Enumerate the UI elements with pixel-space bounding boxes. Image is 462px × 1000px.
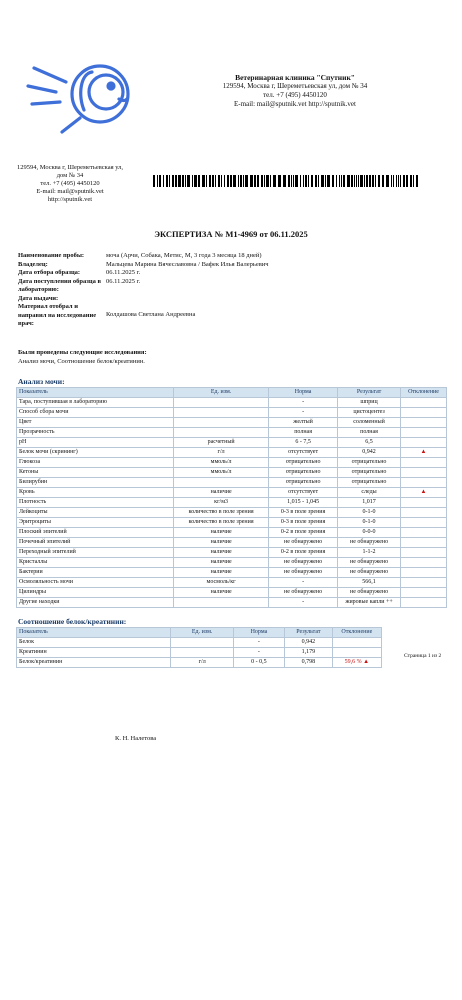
- table-cell: шприц: [338, 398, 401, 408]
- barcode-bar: [406, 175, 408, 187]
- table-row: [17, 568, 447, 578]
- table-cell: желтый: [269, 418, 338, 428]
- table-cell: Другие находки: [17, 598, 174, 608]
- table-cell: -: [233, 638, 284, 648]
- table-cell: мосмоль/кг: [174, 578, 269, 588]
- table-cell: 0-1-0: [338, 518, 401, 528]
- table-cell: не обнаружено: [338, 568, 401, 578]
- table-cell: [401, 538, 447, 548]
- table-cell: не обнаружено: [269, 588, 338, 598]
- info-row: [18, 269, 436, 278]
- contact-line: дом № 34: [56, 172, 84, 179]
- table-cell: полная: [338, 428, 401, 438]
- studies-heading: Были проведены следующие исследования:: [18, 349, 147, 356]
- section-title-urinalysis: Анализ мочи:: [18, 377, 65, 386]
- table-cell: Переходный эпителий: [17, 548, 174, 558]
- table-cell: Бактерии: [17, 568, 174, 578]
- info-value: Мальцева Марина Вячеславовна / Вафек Илья Валерьевич: [106, 260, 269, 268]
- barcode-bar: [250, 175, 253, 187]
- barcode-bar: [339, 175, 340, 187]
- table-row: [17, 428, 447, 438]
- table-cell: [401, 408, 447, 418]
- table-cell: не обнаружено: [338, 558, 401, 568]
- barcode-bar: [187, 175, 190, 187]
- info-row: [18, 295, 436, 304]
- barcode-bar: [327, 175, 330, 187]
- barcode-bar: [375, 175, 376, 187]
- barcode-bar: [288, 175, 290, 187]
- info-key: Материал отобрал и направил на исследование врач:: [18, 303, 97, 327]
- table-cell: следы: [338, 488, 401, 498]
- barcode-bar: [400, 175, 401, 187]
- barcode-bar: [308, 175, 309, 187]
- table-cell: г/л: [171, 658, 233, 668]
- table-row: [17, 598, 447, 608]
- studies-text: Анализ мочи, Соотношение белок/креатинин.: [18, 357, 145, 365]
- barcode-bar: [321, 175, 324, 187]
- barcode-bar: [398, 175, 399, 187]
- barcode-bar: [366, 175, 368, 187]
- table-cell: отрицательно: [338, 478, 401, 488]
- table-cell: Билирубин: [17, 478, 174, 488]
- table-row: [17, 468, 447, 478]
- table-cell: Лейкоциты: [17, 508, 174, 518]
- table-cell: [401, 588, 447, 598]
- column-header: Ед. изм.: [174, 388, 269, 398]
- table-row: [17, 588, 447, 598]
- table-cell: 0,942: [338, 448, 401, 458]
- table-cell: ммоль/л: [174, 458, 269, 468]
- table-cell: г/л: [174, 448, 269, 458]
- table-row: [17, 638, 382, 648]
- table-header-row: [17, 628, 382, 638]
- barcode-bar: [218, 175, 220, 187]
- table-row: [17, 418, 447, 428]
- table-row: [17, 528, 447, 538]
- barcode: [153, 175, 421, 187]
- table-cell: [401, 418, 447, 428]
- barcode-bar: [295, 175, 298, 187]
- table-row: [17, 578, 447, 588]
- table-cell: Почечный эпителий: [17, 538, 174, 548]
- column-header: Показатель: [17, 628, 171, 638]
- barcode-bar: [266, 175, 269, 187]
- column-header: Результат: [338, 388, 401, 398]
- barcode-bar: [358, 175, 359, 187]
- table-cell: [401, 508, 447, 518]
- table-cell: [174, 598, 269, 608]
- table-cell: наличие: [174, 528, 269, 538]
- contact-line: 129594, Москва г, Шереметьевская ул,: [16, 164, 124, 171]
- table-cell: -: [233, 648, 284, 658]
- info-value: 06.11.2025 г.: [106, 277, 141, 285]
- barcode-bar: [185, 175, 186, 187]
- signature-name: К. Н. Налетова: [115, 735, 157, 742]
- barcode-bar: [413, 175, 414, 187]
- table-cell: Кровь: [17, 488, 174, 498]
- barcode-bar: [172, 175, 174, 187]
- table-cell: цистоцентез: [338, 408, 401, 418]
- urinalysis-table: [16, 387, 447, 608]
- table-cell: наличие: [174, 538, 269, 548]
- barcode-bar: [206, 175, 207, 187]
- table-cell: отсутствует: [269, 448, 338, 458]
- barcode-bar: [318, 175, 319, 187]
- barcode-bar: [403, 175, 405, 187]
- barcode-bar: [356, 175, 357, 187]
- table-row: [17, 508, 447, 518]
- barcode-bar: [169, 175, 170, 187]
- table-row: [17, 408, 447, 418]
- clinic-logo-icon: [22, 52, 150, 144]
- barcode-bar: [325, 175, 326, 187]
- barcode-bar: [221, 175, 222, 187]
- table-cell: 0,942: [285, 638, 333, 648]
- table-cell: Кетоны: [17, 468, 174, 478]
- table-cell: ммоль/л: [174, 468, 269, 478]
- barcode-bar: [369, 175, 371, 187]
- barcode-bar: [243, 175, 244, 187]
- info-value: 06.11.2025 г.: [106, 269, 141, 276]
- table-cell: [401, 428, 447, 438]
- barcode-bar: [224, 175, 225, 187]
- column-header: Норма: [269, 388, 338, 398]
- table-cell: количество в поле зрения: [174, 508, 269, 518]
- table-cell: -: [269, 598, 338, 608]
- barcode-bar: [175, 175, 177, 187]
- table-header-row: [17, 388, 447, 398]
- table-cell: Цвет: [17, 418, 174, 428]
- contact-line: http://sputnik.vet: [47, 196, 93, 203]
- table-cell: 1,015 - 1,045: [269, 498, 338, 508]
- barcode-bar: [341, 175, 342, 187]
- table-cell: Белок/креатинин: [17, 658, 171, 668]
- barcode-bar: [311, 175, 313, 187]
- barcode-bar: [372, 175, 374, 187]
- table-cell: наличие: [174, 488, 269, 498]
- table-cell: жировые капли ++: [338, 598, 401, 608]
- info-key: Дата отбора образца:: [18, 269, 81, 276]
- table-cell: [174, 398, 269, 408]
- table-cell: Кристаллы: [17, 558, 174, 568]
- barcode-bar: [315, 175, 317, 187]
- table-cell: 0-3 в поле зрения: [269, 508, 338, 518]
- table-cell: соломенный: [338, 418, 401, 428]
- table-cell: Глюкоза: [17, 458, 174, 468]
- table-cell: кг/м3: [174, 498, 269, 508]
- table-cell: полная: [269, 428, 338, 438]
- barcode-bar: [378, 175, 380, 187]
- barcode-bar: [192, 175, 193, 187]
- section-title-protein-creatinine: Соотношение белок/креатинин:: [18, 617, 127, 626]
- protein-creatinine-table: [16, 627, 382, 668]
- table-cell: отрицательно: [269, 478, 338, 488]
- table-row: [17, 488, 447, 498]
- table-cell: [171, 638, 233, 648]
- barcode-bar: [336, 175, 337, 187]
- table-cell: 1-1-2: [338, 548, 401, 558]
- column-header: Показатель: [17, 388, 174, 398]
- barcode-bar: [354, 175, 355, 187]
- barcode-bar: [364, 175, 365, 187]
- table-cell: 6,5: [338, 438, 401, 448]
- barcode-bar: [264, 175, 265, 187]
- table-cell: Цилиндры: [17, 588, 174, 598]
- table-cell: [171, 648, 233, 658]
- info-row: [18, 252, 436, 261]
- table-row: [17, 398, 447, 408]
- info-row: [18, 278, 436, 295]
- barcode-bar: [215, 175, 216, 187]
- table-cell: 0-0-0: [338, 528, 401, 538]
- table-cell: Способ сбора мочи: [17, 408, 174, 418]
- table-cell: -: [269, 398, 338, 408]
- table-cell: pH: [17, 438, 174, 448]
- barcode-bar: [261, 175, 263, 187]
- table-cell: Прозрачность: [17, 428, 174, 438]
- info-value: моча (Арчи, Собака, Метис, М, 3 года 3 месяца 18 дней): [106, 252, 262, 259]
- table-cell: Белок: [17, 638, 171, 648]
- barcode-bar: [257, 175, 259, 187]
- table-row: [17, 548, 447, 558]
- table-cell: 566,1: [338, 578, 401, 588]
- table-cell: -: [269, 408, 338, 418]
- barcode-bar: [178, 175, 181, 187]
- studies-block: [18, 349, 147, 366]
- barcode-bar: [410, 175, 412, 187]
- barcode-bar: [273, 175, 276, 187]
- table-cell: Тара, поступившая в лабораторию: [17, 398, 174, 408]
- barcode-bar: [227, 175, 229, 187]
- barcode-bar: [283, 175, 286, 187]
- barcode-bar: [303, 175, 304, 187]
- table-cell: не обнаружено: [269, 558, 338, 568]
- barcode-bar: [157, 175, 158, 187]
- barcode-bar: [416, 175, 418, 187]
- barcode-bar: [163, 175, 164, 187]
- barcode-bar: [291, 175, 292, 187]
- barcode-bar: [293, 175, 294, 187]
- table-cell: [401, 558, 447, 568]
- info-value: [106, 295, 436, 304]
- table-row: [17, 658, 382, 668]
- table-cell: [332, 648, 381, 658]
- barcode-bar: [332, 175, 334, 187]
- barcode-bar: [347, 175, 350, 187]
- table-cell: [401, 438, 447, 448]
- table-cell: Осмоляльность мочи: [17, 578, 174, 588]
- barcode-bar: [153, 175, 155, 187]
- table-cell: 0 - 0,5: [233, 658, 284, 668]
- table-cell: не обнаружено: [269, 568, 338, 578]
- table-row: [17, 448, 447, 458]
- table-cell: 59,6 % ▲: [332, 658, 381, 668]
- table-cell: отсутствует: [269, 488, 338, 498]
- table-cell: отрицательно: [338, 458, 401, 468]
- table-cell: 0-2 в поле зрения: [269, 548, 338, 558]
- sample-info: [18, 252, 436, 329]
- barcode-bar: [198, 175, 200, 187]
- table-cell: 0,798: [285, 658, 333, 668]
- barcode-bar: [393, 175, 394, 187]
- table-row: [17, 538, 447, 548]
- table-row: [17, 438, 447, 448]
- clinic-phone: тел. +7 (495) 4450120: [263, 91, 327, 99]
- table-cell: [401, 598, 447, 608]
- barcode-bar: [245, 175, 248, 187]
- barcode-bar: [240, 175, 242, 187]
- clinic-header: [150, 73, 440, 109]
- table-row: [17, 458, 447, 468]
- table-cell: [174, 428, 269, 438]
- barcode-bar: [194, 175, 197, 187]
- barcode-bar: [159, 175, 161, 187]
- table-cell: [332, 638, 381, 648]
- table-cell: [174, 408, 269, 418]
- info-row: [18, 261, 436, 270]
- table-cell: Плотность: [17, 498, 174, 508]
- column-header: Результат: [285, 628, 333, 638]
- table-cell: наличие: [174, 548, 269, 558]
- barcode-bar: [270, 175, 271, 187]
- barcode-bar: [300, 175, 301, 187]
- clinic-address: 129594, Москва г, Шереметьевская ул, дом № 34: [222, 82, 368, 90]
- table-cell: не обнаружено: [269, 538, 338, 548]
- barcode-bar: [182, 175, 184, 187]
- column-header: Норма: [233, 628, 284, 638]
- table-cell: -: [269, 578, 338, 588]
- barcode-bar: [166, 175, 168, 187]
- table-cell: Креатинин: [17, 648, 171, 658]
- barcode-bar: [391, 175, 392, 187]
- table-cell: [401, 528, 447, 538]
- info-key: Дата выдачи:: [18, 294, 59, 302]
- table-cell: [401, 458, 447, 468]
- table-cell: ▲: [401, 448, 447, 458]
- contact-line: E-mail: mail@sputnik.vet: [36, 188, 104, 195]
- table-cell: [401, 478, 447, 488]
- table-cell: отрицательно: [269, 468, 338, 478]
- page-number: Страница 1 из 2: [404, 653, 442, 659]
- barcode-bar: [351, 175, 353, 187]
- table-row: [17, 558, 447, 568]
- clinic-email-web: E-mail: mail@sputnik.vet http://sputnik.vet: [234, 100, 356, 108]
- table-row: [17, 648, 382, 658]
- barcode-bar: [360, 175, 363, 187]
- table-cell: Белок мочи (скрининг): [17, 448, 174, 458]
- info-row: [18, 303, 436, 329]
- table-cell: не обнаружено: [338, 588, 401, 598]
- table-cell: [401, 568, 447, 578]
- table-cell: [174, 418, 269, 428]
- table-cell: наличие: [174, 568, 269, 578]
- table-row: [17, 478, 447, 488]
- table-cell: [174, 478, 269, 488]
- table-cell: 1,017: [338, 498, 401, 508]
- table-cell: 1,179: [285, 648, 333, 658]
- table-cell: Эритроциты: [17, 518, 174, 528]
- table-cell: количество в поле зрения: [174, 518, 269, 528]
- table-cell: Плоский эпителий: [17, 528, 174, 538]
- table-cell: [401, 468, 447, 478]
- table-cell: наличие: [174, 588, 269, 598]
- barcode-bar: [343, 175, 345, 187]
- table-cell: [401, 518, 447, 528]
- barcode-bar: [209, 175, 211, 187]
- column-header: Ед. изм.: [171, 628, 233, 638]
- barcode-bar: [382, 175, 384, 187]
- barcode-bar: [233, 175, 236, 187]
- table-cell: 0-3 в поле зрения: [269, 518, 338, 528]
- table-cell: [401, 398, 447, 408]
- table-cell: 0-2 в поле зрения: [269, 528, 338, 538]
- document-title: ЭКСПЕРТИЗА № М1-4969 от 06.11.2025: [154, 229, 308, 239]
- table-cell: [401, 548, 447, 558]
- table-cell: наличие: [174, 558, 269, 568]
- info-key: Дата поступления образца в лабораторию:: [18, 277, 101, 293]
- table-cell: расчетный: [174, 438, 269, 448]
- table-cell: [401, 578, 447, 588]
- contact-line: тел. +7 (495) 4450120: [40, 180, 100, 187]
- table-cell: 6 - 7,5: [269, 438, 338, 448]
- barcode-bar: [386, 175, 389, 187]
- barcode-bar: [230, 175, 232, 187]
- clinic-name: Ветеринарная клиника "Спутник": [235, 73, 355, 82]
- table-row: [17, 518, 447, 528]
- table-cell: отрицательно: [269, 458, 338, 468]
- table-cell: ▲: [401, 488, 447, 498]
- column-header: Отклонение: [401, 388, 447, 398]
- table-row: [17, 498, 447, 508]
- left-contact-block: [10, 164, 130, 204]
- barcode-bar: [202, 175, 205, 187]
- info-key: Наименование пробы:: [18, 252, 85, 259]
- barcode-bar: [238, 175, 239, 187]
- barcode-bar: [254, 175, 256, 187]
- barcode-bar: [305, 175, 307, 187]
- info-value: Колдашова Светлана Андреевна: [106, 311, 196, 318]
- table-cell: не обнаружено: [338, 538, 401, 548]
- column-header: Отклонение: [332, 628, 381, 638]
- barcode-bar: [396, 175, 397, 187]
- barcode-bar: [212, 175, 214, 187]
- table-cell: [401, 498, 447, 508]
- info-key: Владелец:: [18, 260, 48, 268]
- table-cell: отрицательно: [338, 468, 401, 478]
- barcode-bar: [278, 175, 281, 187]
- table-cell: 0-1-0: [338, 508, 401, 518]
